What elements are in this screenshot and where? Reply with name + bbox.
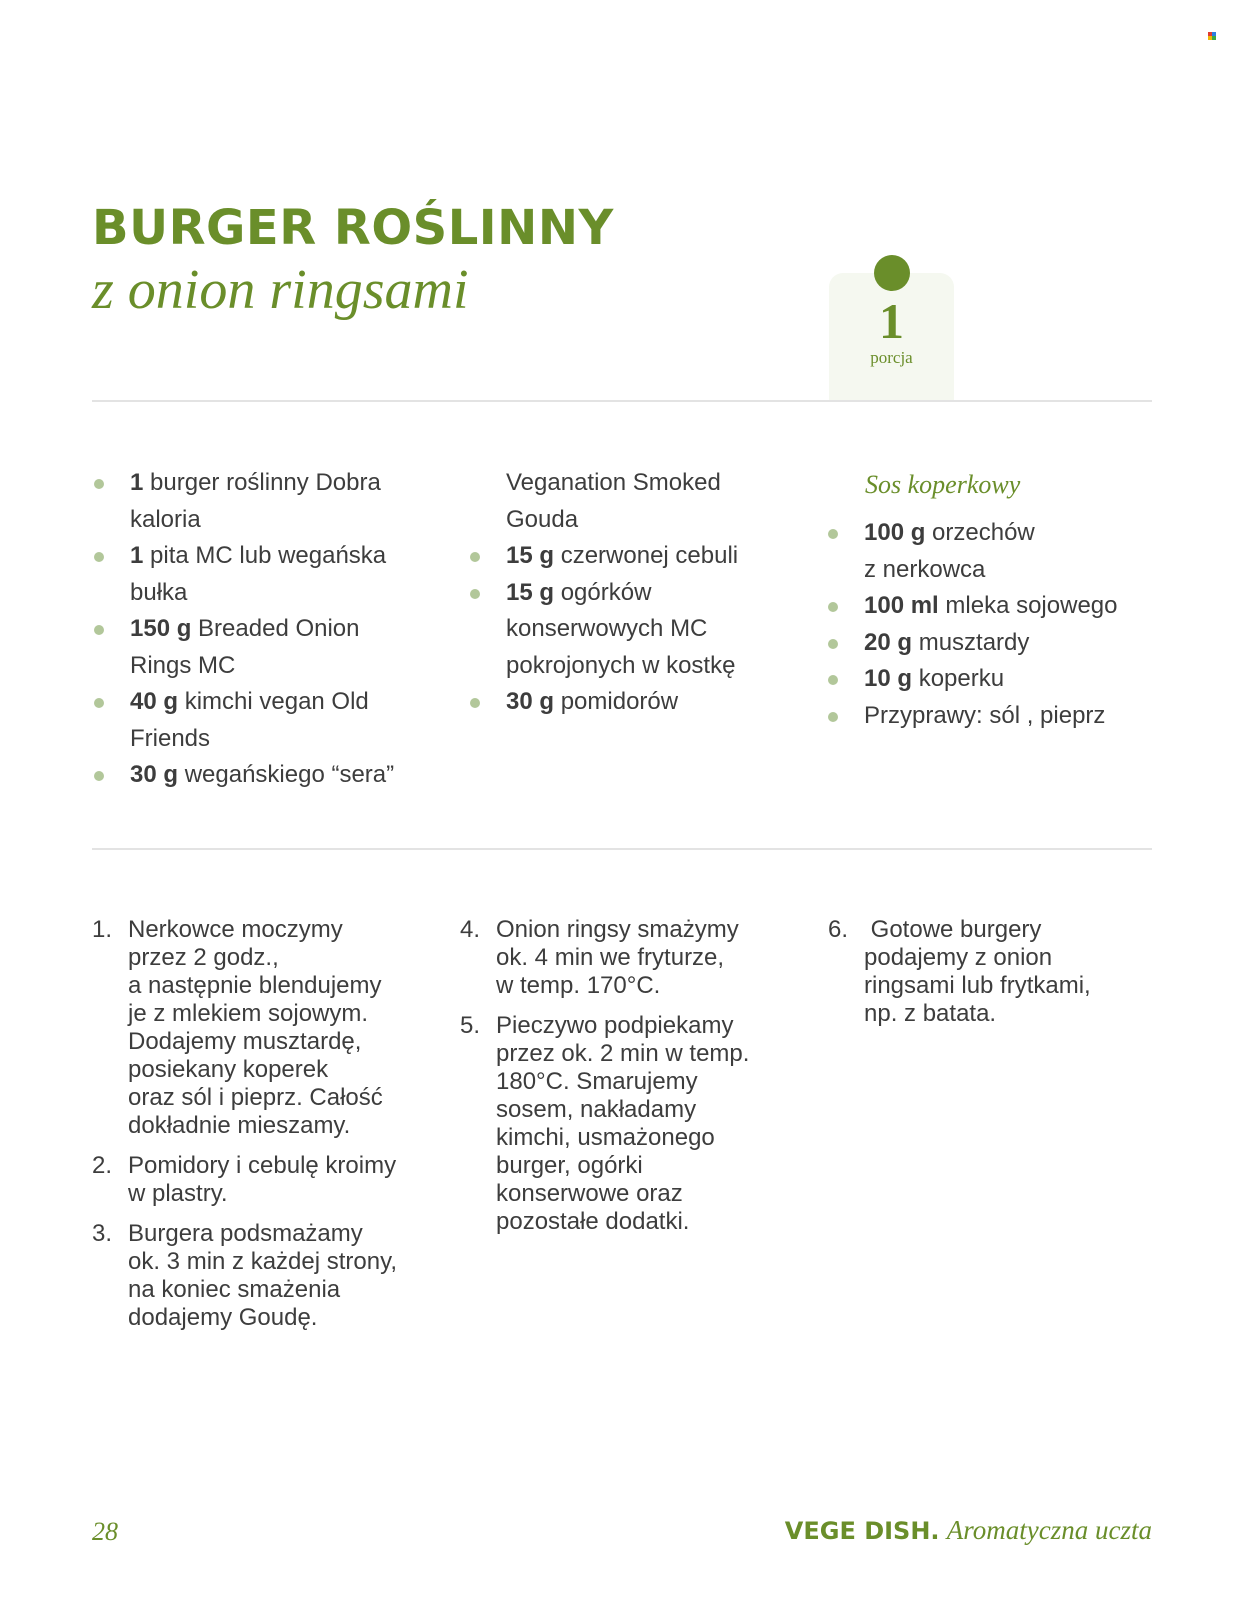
ingredient-line <box>826 515 1166 552</box>
ingredient-text: koperku <box>918 665 1005 692</box>
ingredient-line <box>92 648 432 685</box>
step-text-line: Onion ringsy smażymy <box>496 916 739 943</box>
steps-column-3 <box>828 916 1148 1040</box>
step-text-line: ok. 4 min we fryturze, <box>496 944 725 971</box>
divider-top <box>92 400 1152 402</box>
portion-label: porcja <box>870 348 913 367</box>
step-text-line: Pomidory i cebulę kroimy <box>128 1152 397 1179</box>
ingredient-text: orzechów <box>932 519 1035 546</box>
step-text-line: Gotowe burgery <box>864 916 1042 943</box>
ingredient-line <box>92 502 432 539</box>
step-item <box>92 1152 432 1208</box>
ingredient-text: Friends <box>130 724 211 752</box>
ingredient-text: Gouda <box>506 505 579 533</box>
ingredient-amount: 30 g <box>506 688 555 715</box>
step-number: 1. <box>92 916 113 943</box>
ingredient-amount: 150 g <box>130 615 192 642</box>
ingredient-line <box>826 552 1166 589</box>
ingredient-text: Veganation Smoked <box>506 469 721 496</box>
step-text-line: Pieczywo podpiekamy <box>496 1012 734 1039</box>
ingredient-amount: 100 g <box>864 519 926 546</box>
step-item <box>460 1012 800 1236</box>
step-text-line: przez ok. 2 min w temp. <box>496 1040 750 1067</box>
step-text-line: dokładnie mieszamy. <box>128 1112 351 1139</box>
recipe-title: BURGER ROŚLINNY <box>92 200 614 256</box>
ingredient-text: burger roślinny Dobra <box>150 469 381 496</box>
recipe-subtitle: z onion ringsami <box>92 259 469 321</box>
ingredient-amount: 40 g <box>130 688 179 715</box>
ingredient-text: kimchi vegan Old <box>184 688 369 715</box>
corner-color-mark <box>1208 32 1216 40</box>
sauce-title: Sos koperkowy <box>865 470 1021 499</box>
step-text-line: posiekany koperek <box>128 1056 329 1083</box>
ingredients-column-3 <box>826 515 1166 734</box>
ingredient-text: ogórków <box>560 578 652 606</box>
ingredient-amount: 15 g <box>506 542 555 569</box>
ingredient-amount: 15 g <box>506 578 555 606</box>
step-text-line: np. z batata. <box>864 1000 997 1027</box>
ingredient-amount: 20 g <box>864 628 913 656</box>
step-text-line: przez 2 godz., <box>128 944 279 971</box>
step-number: 5. <box>460 1012 481 1039</box>
ingredient-line <box>826 698 1166 735</box>
step-item <box>460 916 800 1000</box>
step-text-line: ringsami lub frytkami, <box>864 972 1091 999</box>
ingredient-text: z nerkowca <box>864 555 986 583</box>
step-text-line: w plastry. <box>128 1180 228 1207</box>
step-item <box>92 916 432 1140</box>
ingredient-line <box>468 502 808 539</box>
ingredient-line <box>92 684 432 721</box>
step-item <box>92 1220 432 1332</box>
ingredient-line <box>468 684 808 721</box>
ingredient-text: pomidorów <box>560 688 679 715</box>
ingredient-line <box>92 757 432 794</box>
portion-number: 1 <box>879 293 904 349</box>
ingredient-amount: 1 <box>130 469 144 496</box>
ingredients-column-2 <box>468 465 808 721</box>
ingredients-column-1 <box>92 465 432 794</box>
steps-column-2 <box>460 916 800 1248</box>
step-text-line: ok. 3 min z każdej strony, <box>128 1248 397 1275</box>
ingredient-amount: 100 ml <box>864 592 939 619</box>
step-text-line: pozostałe dodatki. <box>496 1208 690 1235</box>
ingredient-line <box>92 465 432 502</box>
step-text-line: w temp. 170°C. <box>496 972 661 999</box>
ingredient-line <box>92 721 432 758</box>
steps-column-1 <box>92 916 432 1344</box>
step-text-line: Burgera podsmażamy <box>128 1220 363 1247</box>
step-number: 4. <box>460 916 481 943</box>
ingredient-line <box>92 538 432 575</box>
step-text-line: kimchi, usmażonego <box>496 1124 715 1151</box>
step-text-line: a następnie blendujemy <box>128 972 382 999</box>
ingredient-line <box>468 648 808 685</box>
footer-tagline: Aromatyczna uczta <box>946 1515 1152 1545</box>
ingredient-line <box>468 575 808 612</box>
divider-middle <box>92 848 1152 850</box>
step-text-line: Nerkowce moczymy <box>128 916 343 943</box>
ingredient-line <box>826 588 1166 625</box>
ingredient-text: Breaded Onion <box>198 615 360 642</box>
ingredient-text: wegańskiego “sera” <box>184 761 395 788</box>
ingredient-line <box>92 611 432 648</box>
ingredient-line <box>826 625 1166 662</box>
ingredient-text: Rings MC <box>130 651 236 679</box>
ingredient-text: mleka sojowego <box>945 592 1118 619</box>
portion-dot-icon <box>874 255 910 291</box>
ingredient-amount: 10 g <box>864 665 913 692</box>
ingredient-line <box>826 661 1166 698</box>
step-text-line: oraz sól i pieprz. Całość <box>128 1084 383 1111</box>
ingredient-line <box>468 465 808 502</box>
step-text-line: konserwowe oraz <box>496 1180 683 1207</box>
ingredient-amount: 1 <box>130 542 144 569</box>
footer-brand: VEGE DISH. <box>784 1517 940 1545</box>
ingredient-text: konserwowych MC <box>506 615 708 642</box>
ingredient-text: czerwonej cebuli <box>560 542 739 569</box>
step-text-line: na koniec smażenia <box>128 1276 341 1303</box>
ingredient-line <box>468 538 808 575</box>
step-text-line: 180°C. Smarujemy <box>496 1068 698 1095</box>
footer-branding <box>785 1515 1152 1546</box>
ingredient-line <box>92 575 432 612</box>
ingredient-amount: 30 g <box>130 761 179 788</box>
page-number: 28 <box>92 1517 118 1546</box>
step-text-line: dodajemy Goudę. <box>128 1304 318 1331</box>
step-text-line: burger, ogórki <box>496 1152 643 1179</box>
ingredient-text: bułka <box>130 578 188 606</box>
ingredient-text: Przyprawy: sól , pieprz <box>864 701 1106 729</box>
step-text-line: Dodajemy musztardę, <box>128 1028 362 1055</box>
ingredient-text: kaloria <box>130 505 201 533</box>
step-text-line: je z mlekiem sojowym. <box>128 1000 369 1027</box>
step-item <box>828 916 1148 1028</box>
ingredient-text: pokrojonych w kostkę <box>506 651 736 679</box>
step-number: 2. <box>92 1152 113 1179</box>
step-text-line: podajemy z onion <box>864 944 1053 971</box>
ingredient-line <box>468 611 808 648</box>
step-text-line: sosem, nakładamy <box>496 1096 697 1123</box>
step-number: 3. <box>92 1220 113 1247</box>
ingredient-text: pita MC lub wegańska <box>150 542 387 569</box>
ingredient-text: musztardy <box>918 628 1030 656</box>
step-number: 6. <box>828 916 849 943</box>
